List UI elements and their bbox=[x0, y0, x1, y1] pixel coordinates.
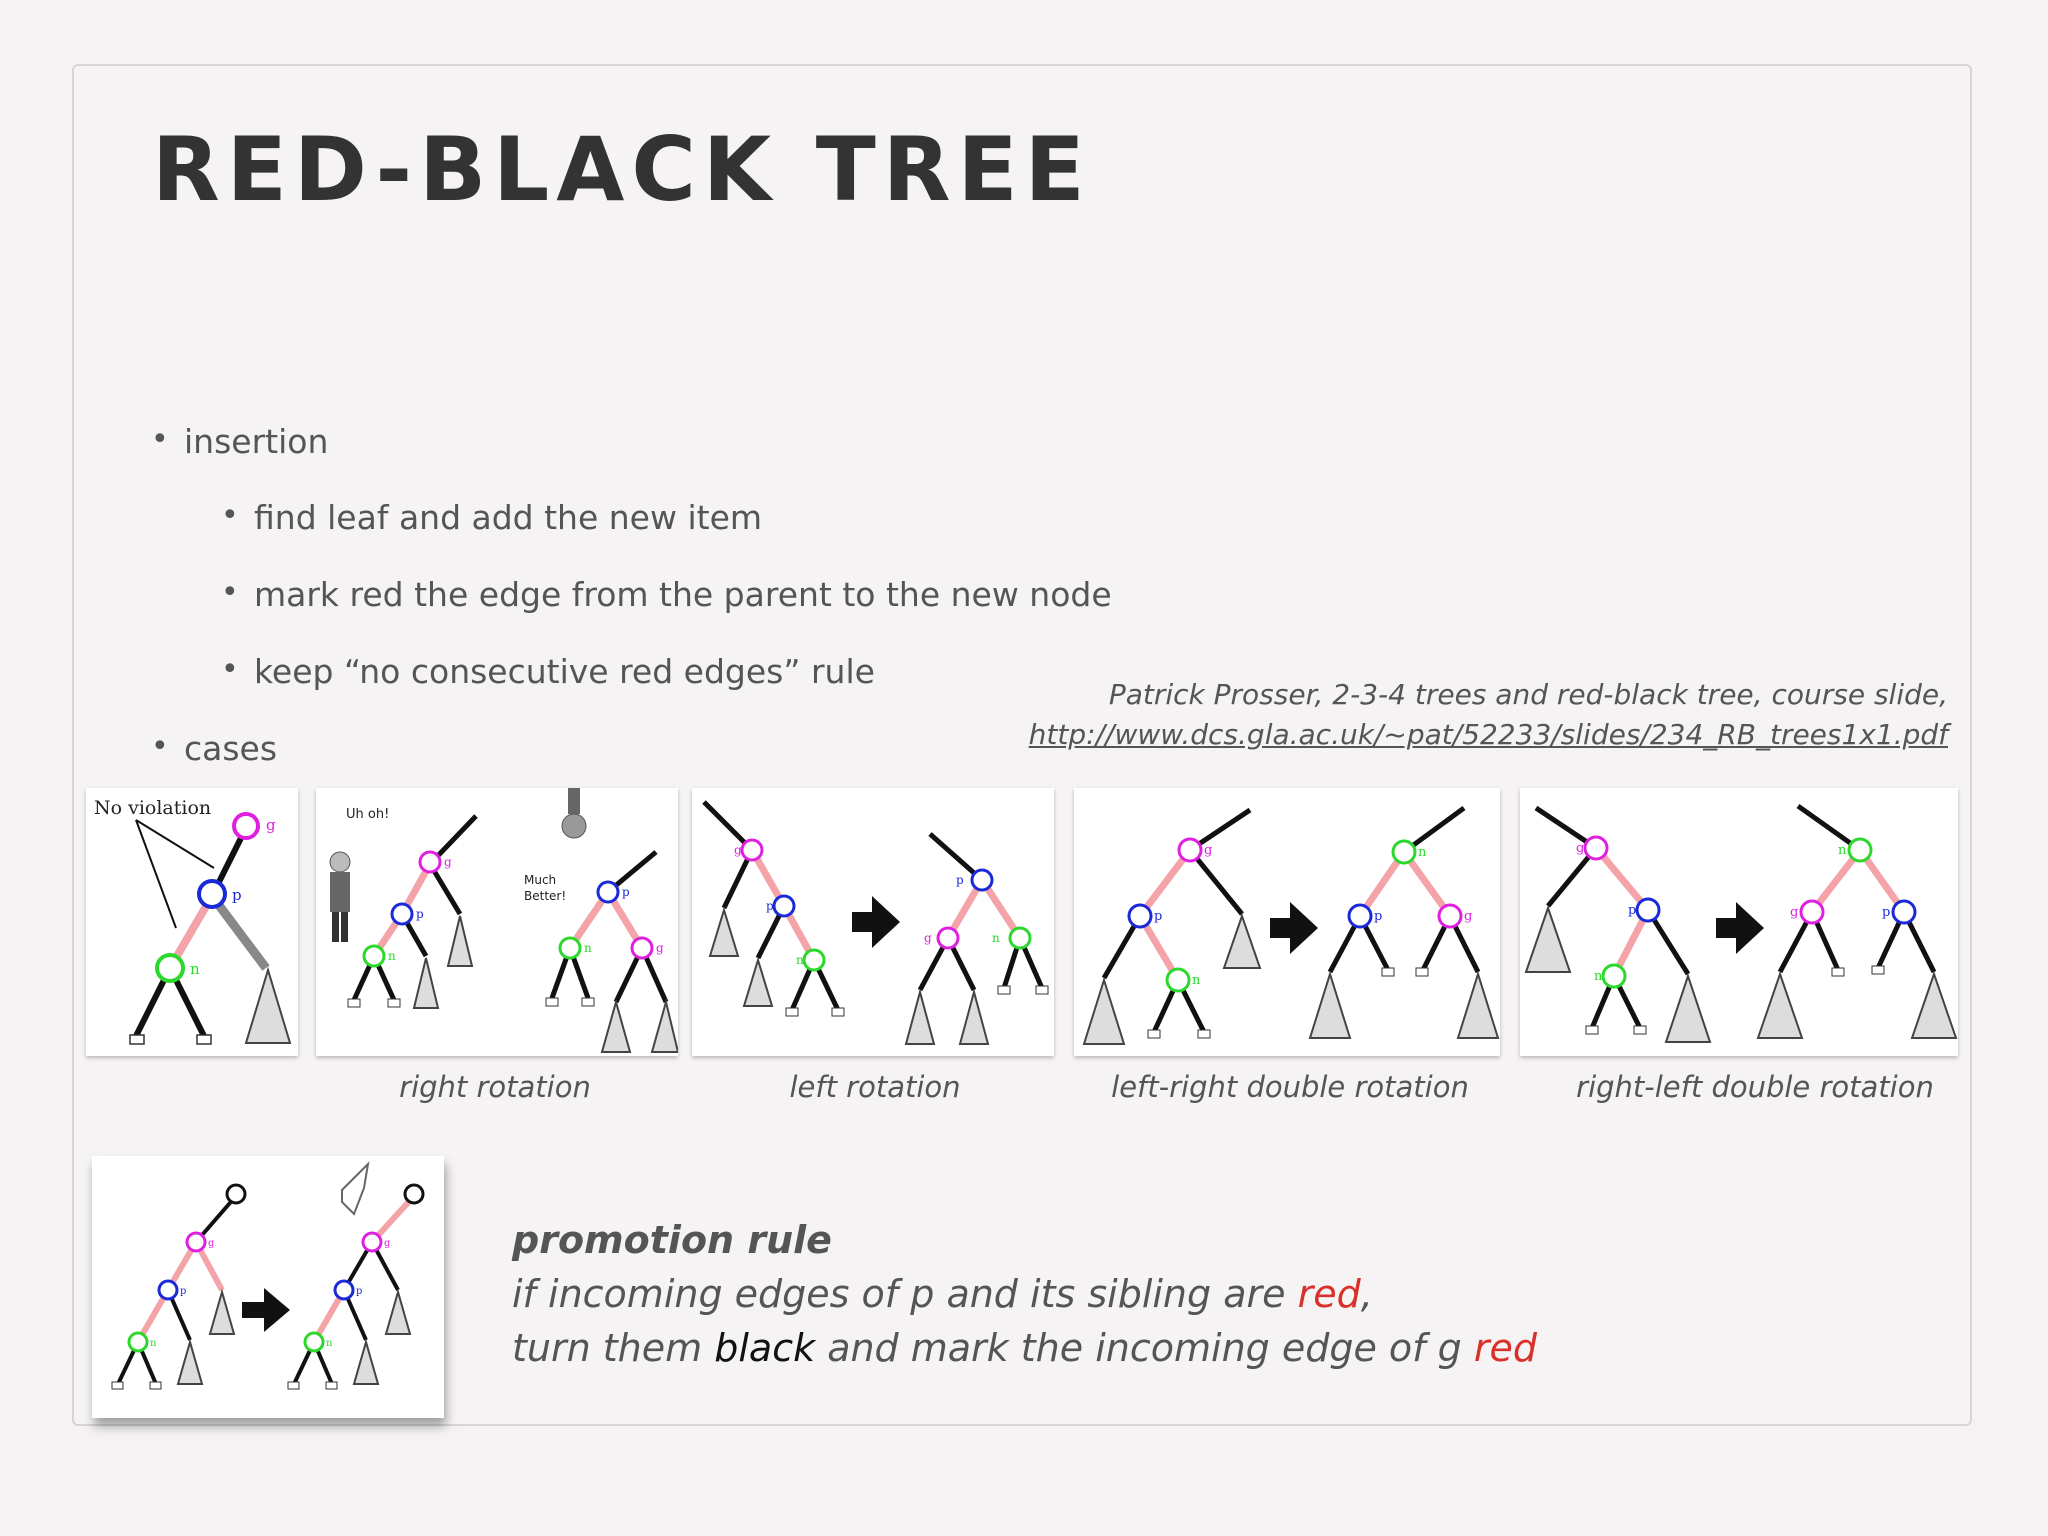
bullet-insertion: • insertion bbox=[184, 422, 328, 461]
slide-title: RED-BLACK TREE bbox=[152, 118, 1092, 221]
svg-text:p: p bbox=[232, 886, 242, 904]
svg-text:n: n bbox=[1594, 969, 1603, 984]
panel-no-violation bbox=[86, 788, 298, 1056]
svg-text:g: g bbox=[924, 931, 932, 945]
caption-left-right-double: left-right double rotation bbox=[1111, 1070, 1469, 1104]
svg-text:n: n bbox=[150, 1338, 157, 1349]
svg-text:g: g bbox=[266, 816, 276, 834]
svg-text:p: p bbox=[180, 1286, 187, 1297]
svg-text:n: n bbox=[190, 960, 200, 978]
svg-text:g: g bbox=[1464, 909, 1473, 924]
svg-text:g: g bbox=[1204, 843, 1213, 858]
svg-text:n: n bbox=[1838, 843, 1847, 858]
svg-text:n: n bbox=[388, 949, 396, 963]
promotion-arrow-icon bbox=[342, 1164, 368, 1214]
svg-text:g: g bbox=[1576, 841, 1585, 856]
svg-text:p: p bbox=[416, 907, 424, 921]
svg-text:p: p bbox=[1374, 909, 1383, 924]
svg-text:p: p bbox=[1628, 903, 1637, 918]
stick-figure-icon bbox=[562, 788, 586, 838]
panel-right-left-double-rotation bbox=[1520, 788, 1958, 1056]
panel-left-rotation bbox=[692, 788, 1054, 1056]
no-violation-label: No violation bbox=[94, 797, 212, 819]
svg-text:n: n bbox=[796, 953, 804, 967]
arrow-right-icon bbox=[852, 896, 900, 948]
svg-text:p: p bbox=[766, 899, 774, 913]
svg-text:Better!: Better! bbox=[524, 889, 567, 903]
arrow-right-icon bbox=[1716, 902, 1764, 954]
citation-url[interactable]: http://www.dcs.gla.ac.uk/~pat/52233/slides/234_RB_trees1x1.pdf bbox=[1028, 718, 1948, 751]
panel-left-right-double-rotation bbox=[1074, 788, 1500, 1056]
promotion-rule-line2: if incoming edges of p and its sibling are red, bbox=[512, 1272, 1373, 1316]
svg-text:p: p bbox=[956, 873, 964, 887]
promotion-rule-title: promotion rule bbox=[512, 1218, 832, 1262]
svg-text:g: g bbox=[734, 843, 742, 857]
svg-text:p: p bbox=[356, 1286, 363, 1297]
promotion-rule-line3: turn them black and mark the incoming edge of g red bbox=[512, 1326, 1537, 1370]
citation-text: Patrick Prosser, 2-3-4 trees and red-black tree, course slide, bbox=[1108, 678, 1948, 711]
svg-text:g: g bbox=[1790, 905, 1799, 920]
panel-right-rotation bbox=[316, 788, 678, 1056]
caption-left-rotation: left rotation bbox=[789, 1070, 961, 1104]
promotion-rule-image bbox=[92, 1156, 444, 1418]
svg-text:g: g bbox=[444, 855, 452, 869]
svg-text:Uh oh!: Uh oh! bbox=[346, 807, 390, 822]
caption-right-left-double: right-left double rotation bbox=[1576, 1070, 1934, 1104]
bullet-find-leaf: • find leaf and add the new item bbox=[254, 498, 762, 537]
svg-text:p: p bbox=[622, 885, 630, 899]
svg-text:p: p bbox=[1882, 905, 1891, 920]
svg-text:n: n bbox=[1418, 845, 1427, 860]
svg-text:g: g bbox=[384, 1238, 391, 1249]
svg-text:n: n bbox=[992, 931, 1000, 945]
bullet-cases: • cases bbox=[184, 729, 277, 768]
bullet-keep-rule: • keep “no consecutive red edges” rule bbox=[254, 652, 875, 691]
svg-text:g: g bbox=[208, 1238, 215, 1249]
svg-text:g: g bbox=[656, 941, 664, 955]
svg-text:n: n bbox=[326, 1338, 333, 1349]
bullet-mark-red: • mark red the edge from the parent to the new node bbox=[254, 575, 1112, 614]
arrow-right-icon bbox=[1270, 902, 1318, 954]
stick-figure-icon bbox=[330, 852, 350, 942]
svg-text:p: p bbox=[1154, 909, 1163, 924]
svg-text:n: n bbox=[1192, 973, 1201, 988]
svg-text:Much: Much bbox=[524, 873, 557, 887]
caption-right-rotation: right rotation bbox=[399, 1070, 591, 1104]
arrow-right-icon bbox=[242, 1288, 290, 1332]
svg-text:n: n bbox=[584, 941, 592, 955]
